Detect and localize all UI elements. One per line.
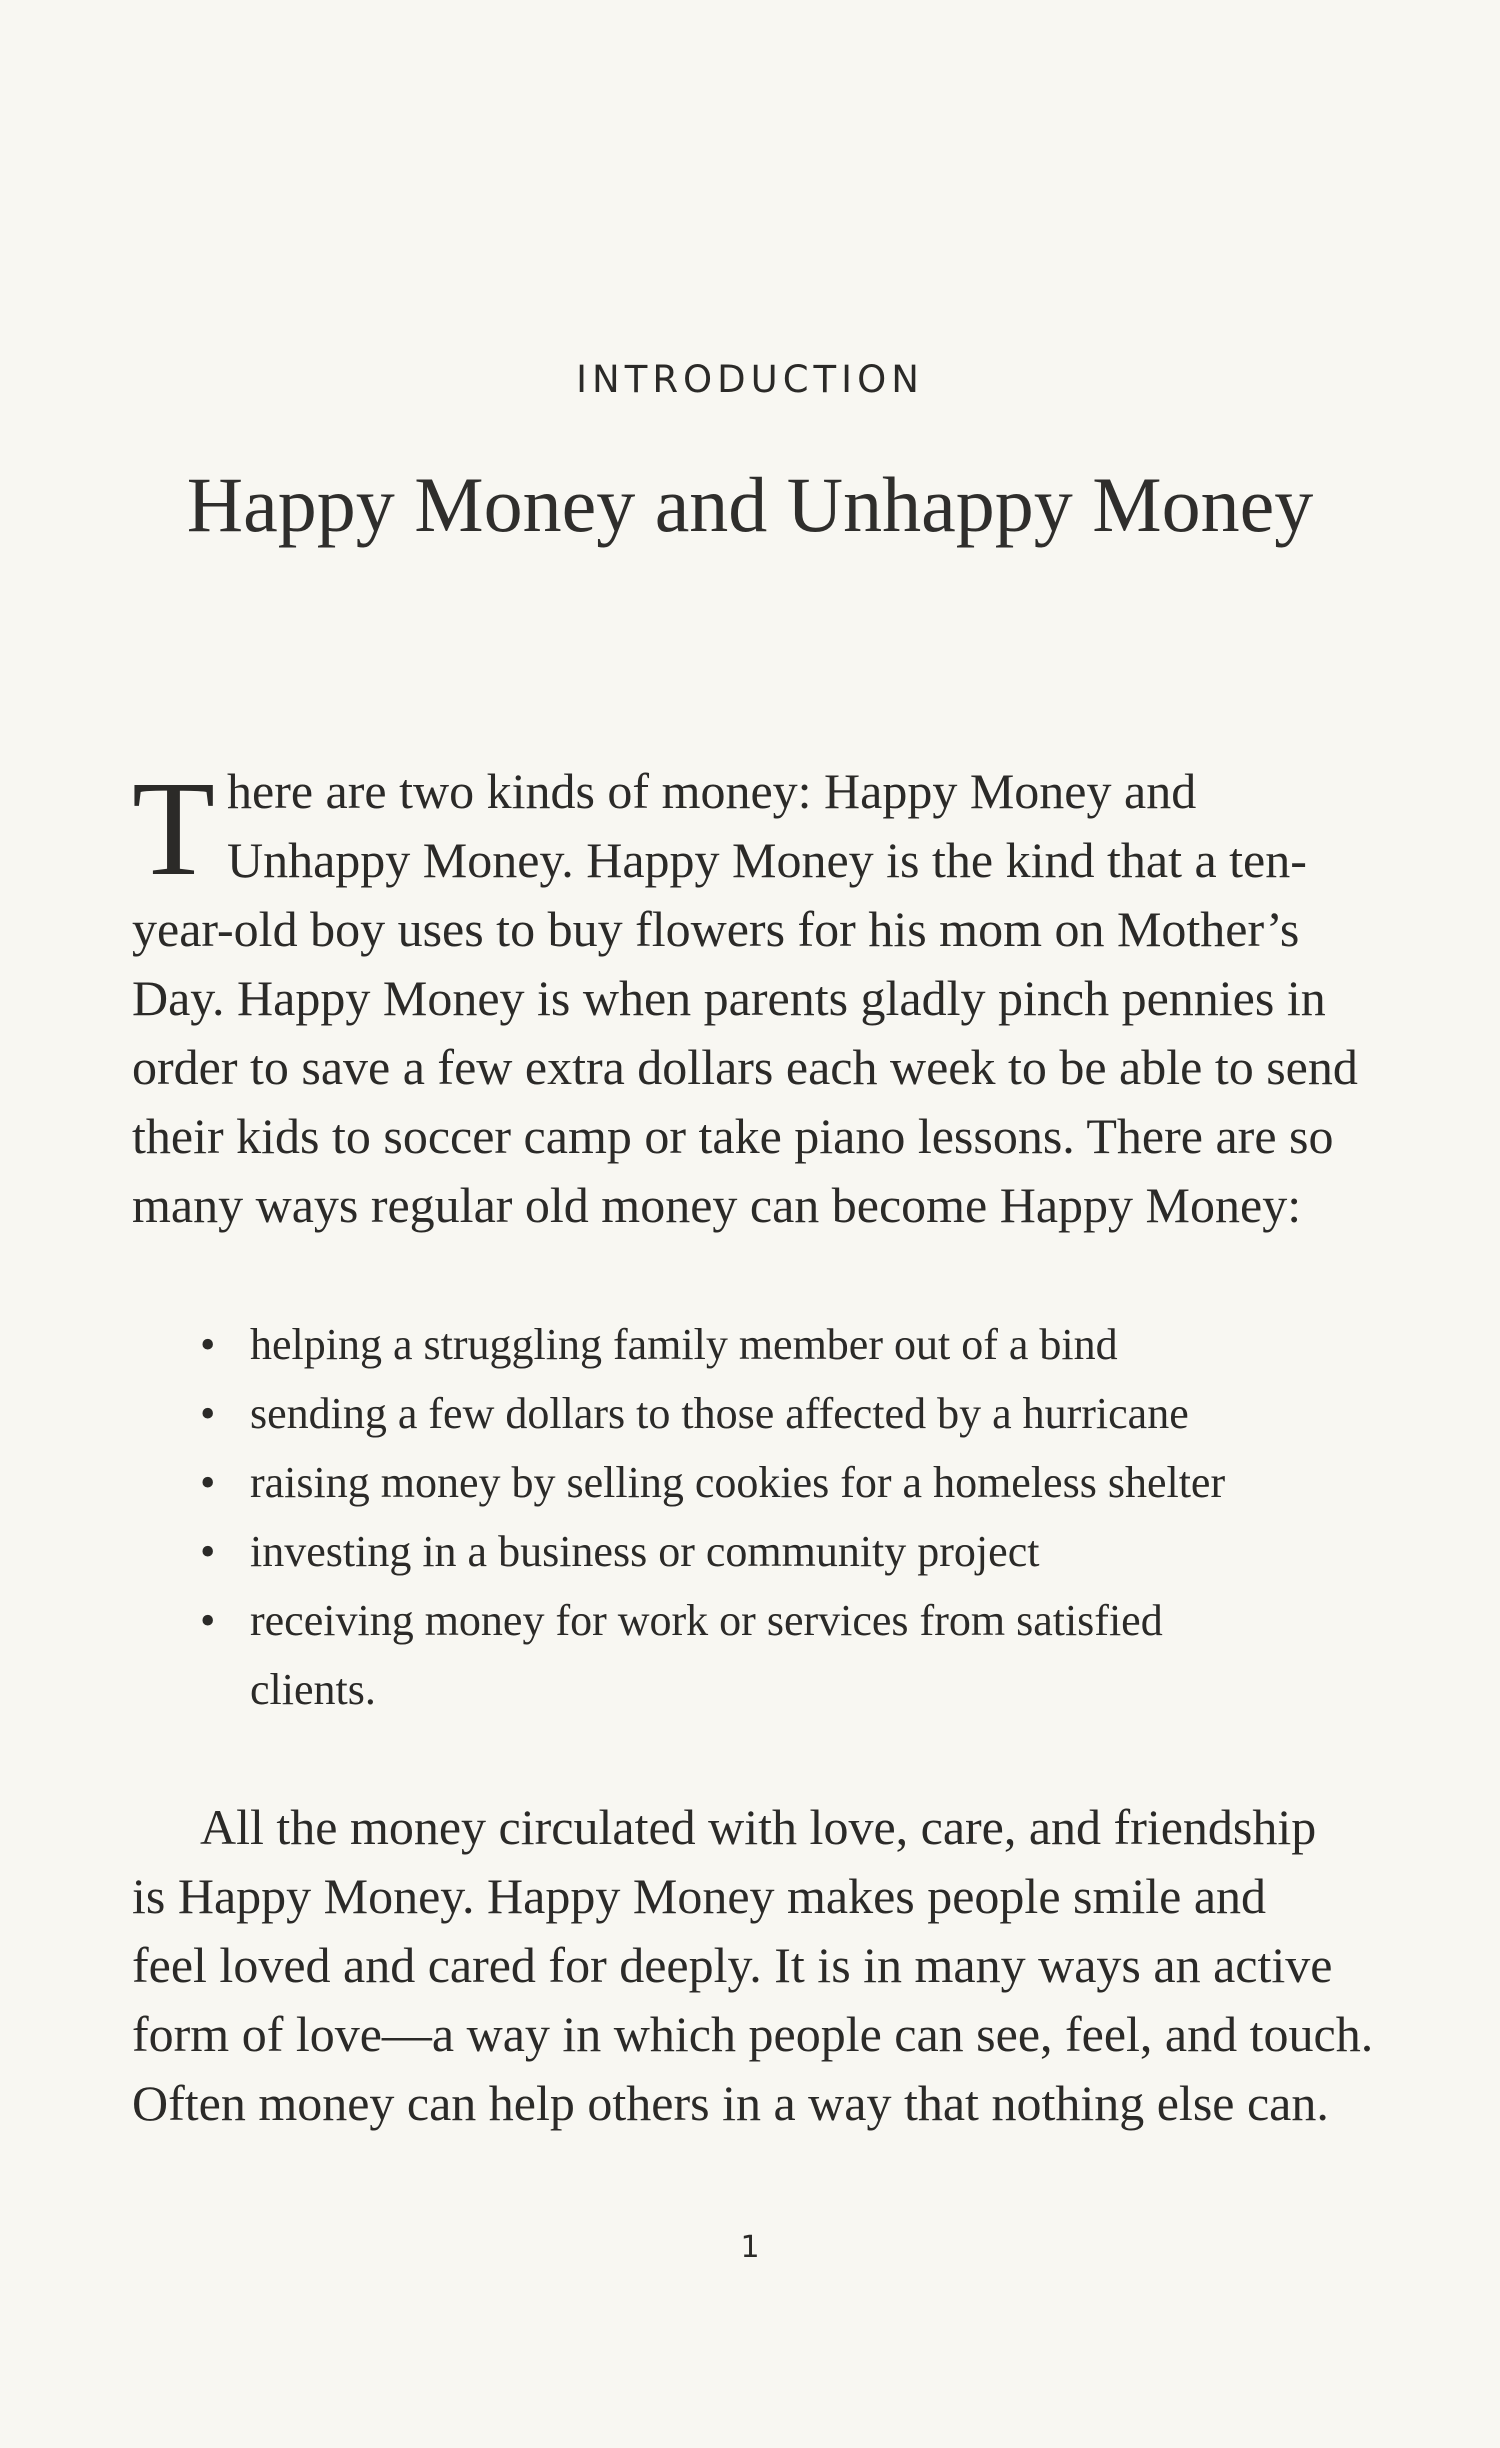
list-item: [200, 1448, 1280, 1517]
list-item: [200, 1310, 1280, 1379]
drop-cap-letter: T: [132, 754, 216, 904]
paragraph-happy-money: [132, 1793, 1374, 2138]
text-line: Often money can help others in a way that nothing else can.: [132, 2075, 1329, 2131]
list-item-text: investing in a business or community project: [250, 1527, 1040, 1576]
text-line: year-old boy uses to buy flowers for his mom on Mother’s: [132, 901, 1300, 957]
chapter-title: Happy Money and Unhappy Money: [186, 461, 1314, 548]
list-item: [200, 1517, 1280, 1586]
text-line: All the money circulated with love, care, and friendship: [200, 1799, 1317, 1855]
list-item-text: sending a few dollars to those affected by a hurricane: [250, 1389, 1189, 1438]
bullet-marker: •: [200, 1458, 216, 1507]
text-line: order to save a few extra dollars each week to be able to send: [132, 1039, 1358, 1095]
text-line: form of love—a way in which people can see, feel, and touch.: [132, 2006, 1374, 2062]
bullet-list: [200, 1310, 1280, 1724]
text-line: Unhappy Money. Happy Money is the kind that a ten-: [227, 832, 1307, 888]
text-line: many ways regular old money can become Happy Money:: [132, 1177, 1302, 1233]
list-item: [200, 1379, 1280, 1448]
bullet-marker: •: [200, 1596, 216, 1645]
page-number: 1: [740, 2230, 760, 2265]
text-line: is Happy Money. Happy Money makes people smile and: [132, 1868, 1267, 1924]
paragraph-intro: [132, 757, 1358, 1240]
text-line: here are two kinds of money: Happy Money and: [227, 763, 1197, 819]
text-line: Day. Happy Money is when parents gladly pinch pennies in: [132, 970, 1326, 1026]
chapter-label: INTRODUCTION: [576, 358, 924, 401]
list-item-text: receiving money for work or services from satisfied clients.: [250, 1596, 1163, 1714]
bullet-marker: •: [200, 1389, 216, 1438]
list-item-text: helping a struggling family member out of a bind: [250, 1320, 1118, 1369]
text-line: their kids to soccer camp or take piano lessons. There are so: [132, 1108, 1334, 1164]
bullet-marker: •: [200, 1320, 216, 1369]
bullet-marker: •: [200, 1527, 216, 1576]
text-line: feel loved and cared for deeply. It is in many ways an active: [132, 1937, 1333, 1993]
list-item: [200, 1586, 1280, 1724]
list-item-text: raising money by selling cookies for a homeless shelter: [250, 1458, 1226, 1507]
